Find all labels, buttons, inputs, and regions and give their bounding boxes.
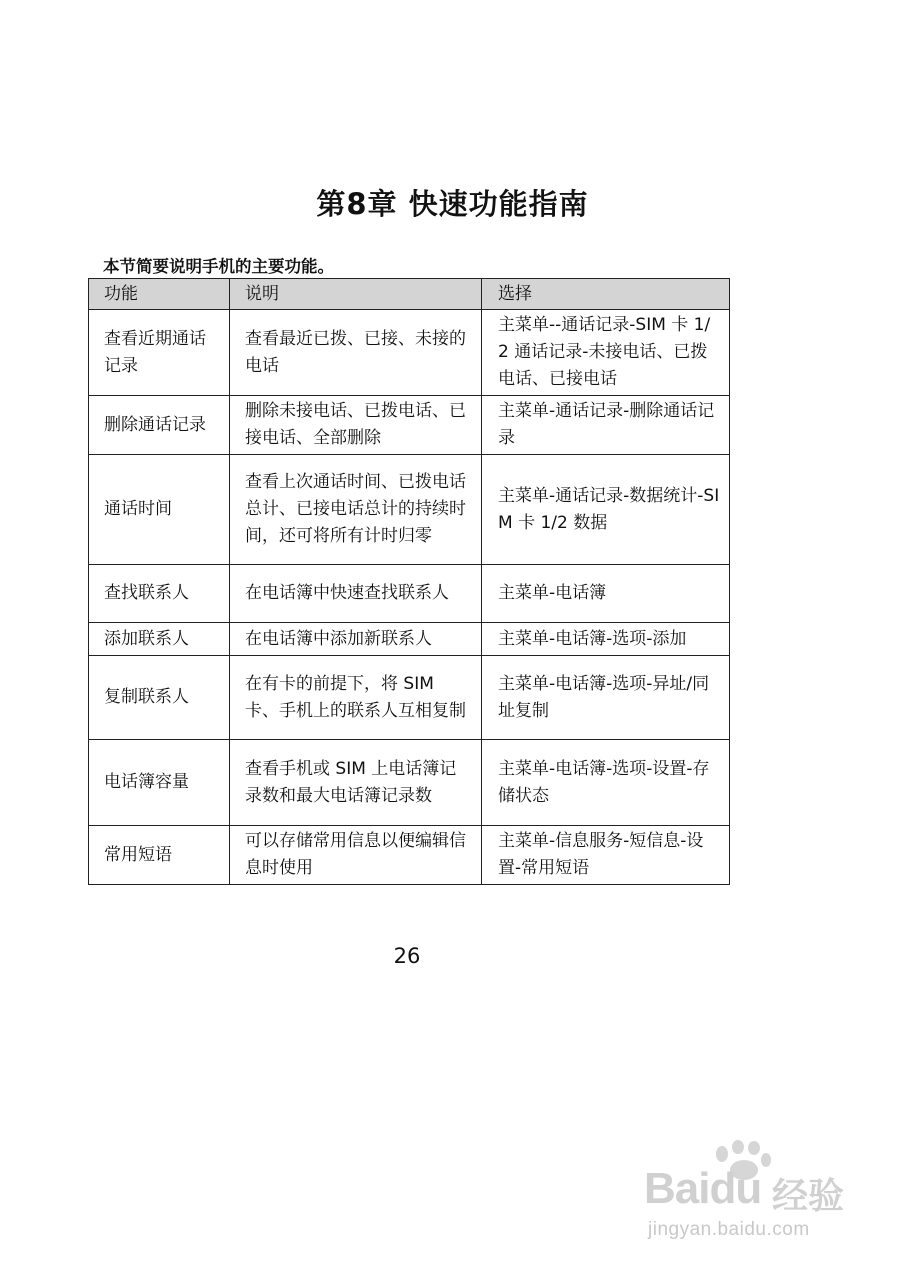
cell-description: 在电话簿中快速查找联系人 [230, 565, 482, 623]
cell-function: 添加联系人 [89, 623, 230, 656]
chapter-title: 第8章 快速功能指南 [316, 187, 589, 221]
cell-description: 在有卡的前提下，将 SIM 卡、手机上的联系人互相复制 [230, 656, 482, 740]
cell-selection: 主菜单-电话簿 [482, 565, 730, 623]
cell-selection: 主菜单-电话簿-选项-异址/同址复制 [482, 656, 730, 740]
header-cell-description: 说明 [230, 279, 482, 310]
cell-function: 查找联系人 [89, 565, 230, 623]
watermark-brand: Baidu [644, 1164, 762, 1213]
table-row [89, 826, 730, 885]
cell-description: 查看上次通话时间、已拨电话总计、已接电话总计的持续时间，还可将所有计时归零 [230, 455, 482, 565]
cell-description: 在电话簿中添加新联系人 [230, 623, 482, 656]
baidu-watermark [640, 1140, 870, 1245]
table-row [89, 455, 730, 565]
table-row [89, 740, 730, 826]
cell-selection: 主菜单--通话记录-SIM 卡 1/2 通话记录-未接电话、已拨电话、已接电话 [482, 310, 730, 396]
cell-function: 电话簿容量 [89, 740, 230, 826]
cell-description: 删除未接电话、已拨电话、已接电话、全部删除 [230, 396, 482, 455]
cell-function: 查看近期通话记录 [89, 310, 230, 396]
cell-selection: 主菜单-电话簿-选项-设置-存储状态 [482, 740, 730, 826]
cell-function: 常用短语 [89, 826, 230, 885]
cell-description: 查看手机或 SIM 上电话簿记录数和最大电话簿记录数 [230, 740, 482, 826]
cell-function: 删除通话记录 [89, 396, 230, 455]
intro-text: 本节简要说明手机的主要功能。 [103, 257, 334, 276]
table-row [89, 565, 730, 623]
watermark-url: jingyan.baidu.com [648, 1219, 810, 1240]
cell-function: 复制联系人 [89, 656, 230, 740]
table-row [89, 396, 730, 455]
cell-selection: 主菜单-通话记录-删除通话记录 [482, 396, 730, 455]
table-header-row [89, 279, 730, 310]
cell-selection: 主菜单-信息服务-短信息-设置-常用短语 [482, 826, 730, 885]
cell-description: 可以存储常用信息以便编辑信息时使用 [230, 826, 482, 885]
table-row [89, 310, 730, 396]
cell-description: 查看最近已拨、已接、未接的电话 [230, 310, 482, 396]
header-cell-function: 功能 [89, 279, 230, 310]
page-number: 26 [393, 944, 421, 968]
header-cell-selection: 选择 [482, 279, 730, 310]
cell-selection: 主菜单-通话记录-数据统计-SIM 卡 1/2 数据 [482, 455, 730, 565]
table-row [89, 623, 730, 656]
watermark-cn: 经验 [772, 1175, 845, 1216]
cell-selection: 主菜单-电话簿-选项-添加 [482, 623, 730, 656]
feature-table [88, 278, 730, 885]
cell-function: 通话时间 [89, 455, 230, 565]
table-row [89, 656, 730, 740]
